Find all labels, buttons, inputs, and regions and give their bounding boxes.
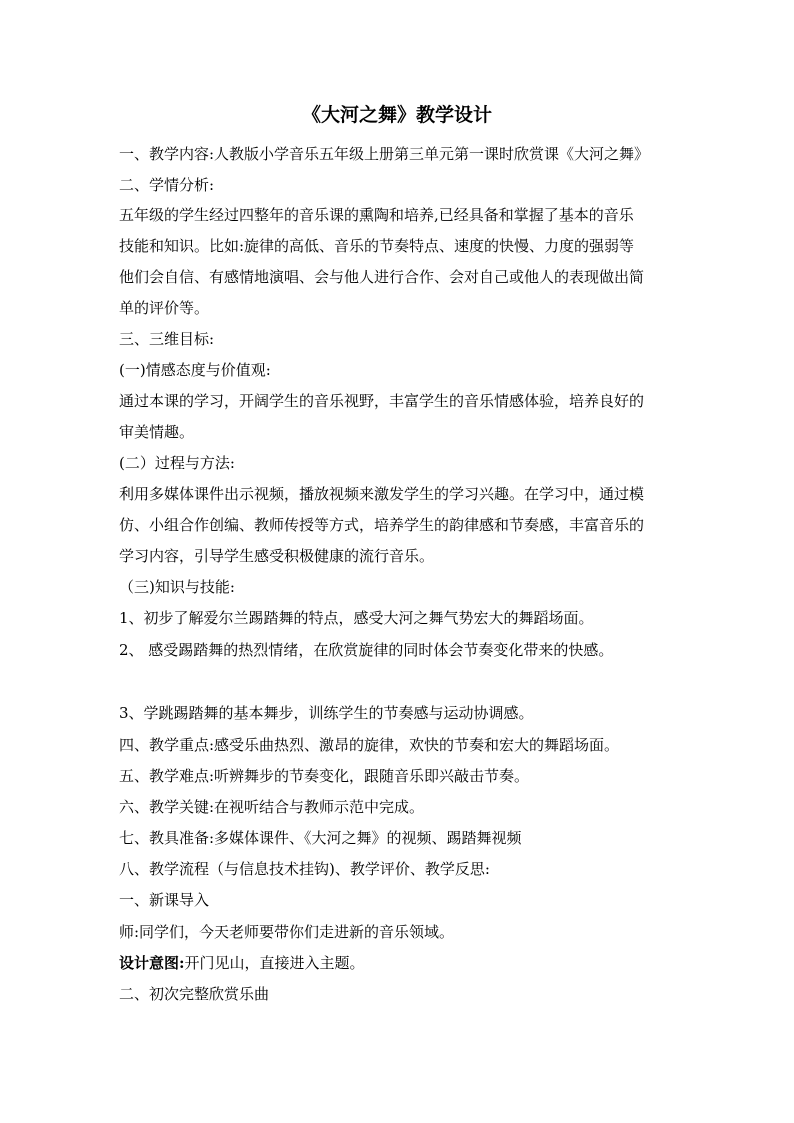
list-item: 3、学跳踢踏舞的基本舞步，训练学生的节奏感与运动协调感。 [119, 704, 534, 722]
content-line: 单的评价等。 [119, 299, 210, 317]
section-heading: 二、学情分析: [119, 176, 215, 194]
section-heading: 一、新课导入 [119, 891, 210, 909]
section-heading: 七、教具准备:多媒体课件、《大河之舞》的视频、踢踏舞视频 [119, 829, 522, 847]
content-line: 仿、小组合作创编、教师传授等方式，培养学生的韵律感和节奏感，丰富音乐的 [119, 516, 645, 534]
subsection-heading: （三)知识与技能: [119, 578, 235, 596]
document-title: 《大河之舞》教学设计 [301, 104, 492, 126]
section-heading: 八、教学流程（与信息技术挂钩)、教学评价、教学反思: [119, 860, 490, 878]
content-line: 师:同学们，今天老师要带你们走进新的音乐领域。 [119, 923, 455, 941]
content-line: 一、教学内容:人教版小学音乐五年级上册第三单元第一课时欣赏课《大河之舞》 [119, 145, 650, 163]
content-line: 利用多媒体课件出示视频，播放视频来激发学生的学习兴趣。在学习中，通过模 [119, 485, 645, 503]
section-heading: 三、三维目标: [119, 330, 215, 348]
content-line: 学习内容，引导学生感受积极健康的流行音乐。 [119, 547, 435, 565]
list-item: 1、初步了解爱尔兰踢踏舞的特点，感受大河之舞气势宏大的舞蹈场面。 [119, 609, 594, 627]
content-line: 他们会自信、有感情地演唱、会与他人进行合作、会对自己或他人的表现做出简 [119, 268, 645, 286]
section-heading: 四、教学重点:感受乐曲热烈、激昂的旋律，欢快的节奏和宏大的舞蹈场面。 [119, 736, 620, 754]
section-heading: 五、教学难点:听辨舞步的节奏变化，跟随音乐即兴敲击节奏。 [119, 767, 530, 785]
content-line: 审美情趣。 [119, 423, 195, 441]
section-heading: 二、初次完整欣赏乐曲 [119, 985, 270, 1003]
list-item: 2、 感受踢踏舞的热烈情绪，在欣赏旋律的同时体会节奏变化带来的快感。 [119, 641, 614, 659]
design-intent-label: 设计意图: [119, 954, 185, 972]
subsection-heading: (一)情感态度与价值观: [119, 361, 271, 379]
content-line: 五年级的学生经过四整年的音乐课的熏陶和培养,已经具备和掌握了基本的音乐 [119, 206, 634, 224]
subsection-heading: (二）过程与方法: [119, 454, 235, 472]
content-line: 通过本课的学习，开阔学生的音乐视野，丰富学生的音乐情感体验，培养良好的 [119, 392, 645, 410]
design-intent-line [119, 952, 685, 974]
design-intent-text: 开门见山，直接进入主题。 [184, 954, 365, 972]
content-line: 技能和知识。比如:旋律的高低、音乐的节奏特点、速度的快慢、力度的强弱等 [119, 237, 635, 255]
section-heading: 六、教学关键:在视听结合与教师示范中完成。 [119, 798, 425, 816]
